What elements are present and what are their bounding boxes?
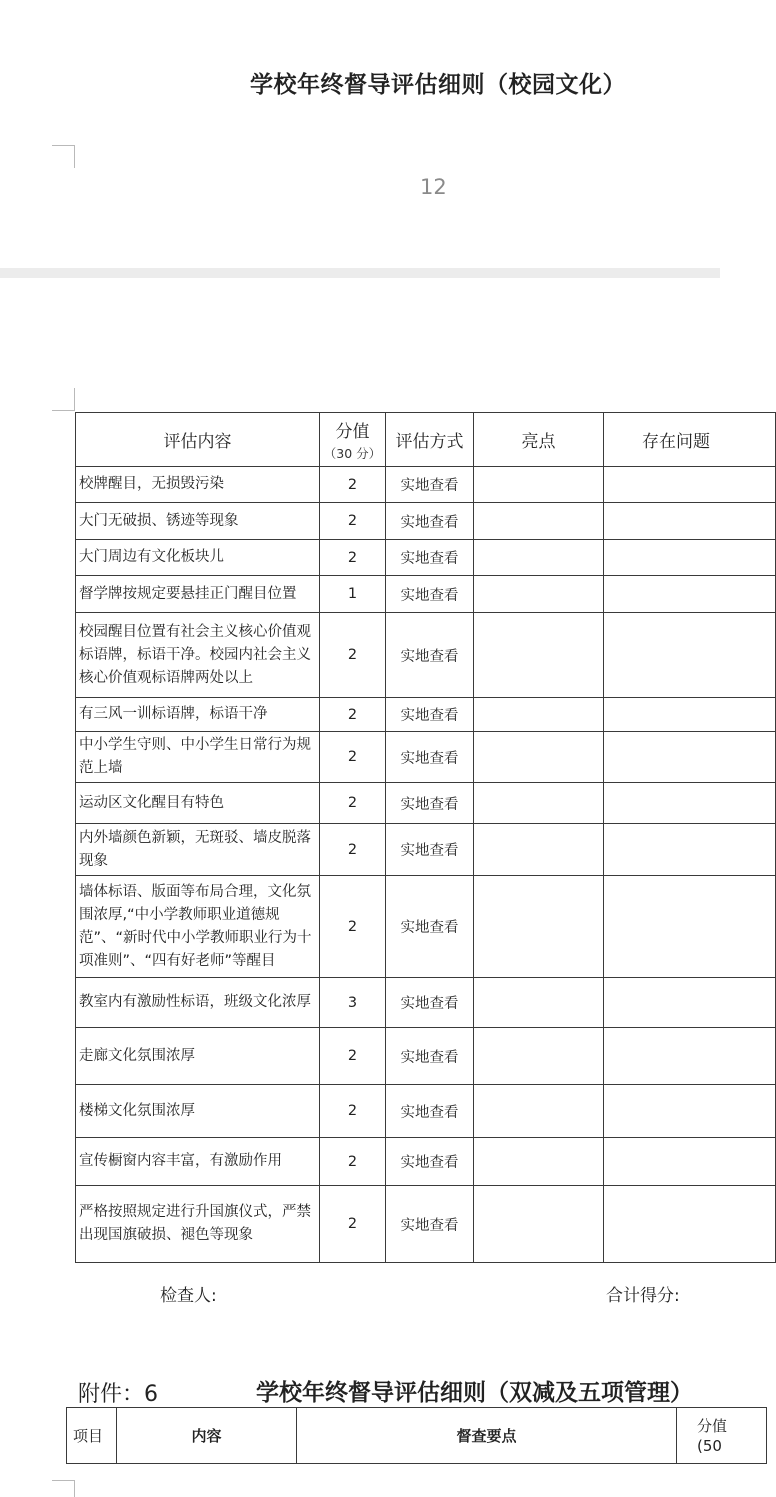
row-content: 走廊文化氛围浓厚 xyxy=(76,1028,320,1085)
row-issues xyxy=(604,732,776,783)
row-score: 2 xyxy=(320,540,386,576)
row-issues xyxy=(604,1186,776,1263)
row-content: 运动区文化醒目有特色 xyxy=(76,783,320,824)
row-highlights xyxy=(474,824,604,876)
row-highlights xyxy=(474,1138,604,1186)
row-score: 2 xyxy=(320,876,386,978)
attachment-header-item: 项目 xyxy=(67,1408,117,1464)
table-row xyxy=(76,824,776,876)
row-score: 2 xyxy=(320,1186,386,1263)
table-row xyxy=(76,576,776,613)
page-number: 12 xyxy=(420,175,447,199)
header-score xyxy=(320,413,386,467)
row-issues xyxy=(604,1028,776,1085)
attachment-score-label: 分值 xyxy=(697,1416,728,1435)
row-content: 有三风一训标语牌，标语干净 xyxy=(76,698,320,732)
row-score: 3 xyxy=(320,978,386,1028)
row-score: 2 xyxy=(320,824,386,876)
row-highlights xyxy=(474,467,604,503)
attachment-label: 附件：6 xyxy=(78,1382,158,1407)
row-content: 楼梯文化氛围浓厚 xyxy=(76,1085,320,1138)
row-highlights xyxy=(474,1028,604,1085)
row-content: 宣传橱窗内容丰富，有激励作用 xyxy=(76,1138,320,1186)
page-gap xyxy=(0,268,720,278)
row-content: 墙体标语、版面等布局合理，文化氛围浓厚,“中小学教师职业道德规范”、“新时代中小学教师职业行为十项准则”、“四有好老师”等醒目 xyxy=(76,876,320,978)
row-content: 督学牌按规定要悬挂正门醒目位置 xyxy=(76,576,320,613)
header-score-label: 分值 xyxy=(335,422,370,442)
row-issues xyxy=(604,503,776,540)
row-highlights xyxy=(474,503,604,540)
attachment-table xyxy=(66,1407,767,1464)
row-issues xyxy=(604,613,776,698)
row-highlights xyxy=(474,540,604,576)
crop-mark-bottom xyxy=(52,1480,75,1497)
row-score: 2 xyxy=(320,1085,386,1138)
evaluation-table xyxy=(75,412,776,1263)
row-content: 内外墙颜色新颖，无斑驳、墙皮脱落现象 xyxy=(76,824,320,876)
row-content: 中小学生守则、中小学生日常行为规范上墙 xyxy=(76,732,320,783)
row-content: 严格按照规定进行升国旗仪式，严禁出现国旗破损、褪色等现象 xyxy=(76,1186,320,1263)
crop-mark-table xyxy=(52,388,75,411)
row-content: 大门周边有文化板块儿 xyxy=(76,540,320,576)
row-score: 1 xyxy=(320,576,386,613)
header-method: 评估方式 xyxy=(386,413,474,467)
row-method: 实地查看 xyxy=(386,732,474,783)
row-content: 校园醒目位置有社会主义核心价值观标语牌，标语干净。校园内社会主义核心价值观标语牌两处以上 xyxy=(76,613,320,698)
row-method: 实地查看 xyxy=(386,467,474,503)
row-method: 实地查看 xyxy=(386,1028,474,1085)
row-highlights xyxy=(474,1085,604,1138)
row-method: 实地查看 xyxy=(386,824,474,876)
table-row xyxy=(76,1186,776,1263)
row-highlights xyxy=(474,876,604,978)
page-title: 学校年终督导评估细则（校园文化） xyxy=(250,72,626,98)
row-content: 大门无破损、锈迹等现象 xyxy=(76,503,320,540)
table-row xyxy=(76,978,776,1028)
header-content: 评估内容 xyxy=(76,413,320,467)
row-method: 实地查看 xyxy=(386,613,474,698)
inspector-label: 检查人: xyxy=(160,1286,217,1306)
row-score: 2 xyxy=(320,732,386,783)
row-content: 教室内有激励性标语，班级文化浓厚 xyxy=(76,978,320,1028)
table-row xyxy=(76,1028,776,1085)
row-score: 2 xyxy=(320,467,386,503)
row-method: 实地查看 xyxy=(386,540,474,576)
row-score: 2 xyxy=(320,613,386,698)
row-method: 实地查看 xyxy=(386,503,474,540)
row-score: 2 xyxy=(320,1028,386,1085)
table-row xyxy=(76,540,776,576)
attachment-header-content: 内容 xyxy=(117,1408,297,1464)
table-row xyxy=(76,1138,776,1186)
table-row xyxy=(76,783,776,824)
row-issues xyxy=(604,978,776,1028)
attachment-score-total: (50 xyxy=(697,1436,722,1455)
row-issues xyxy=(604,783,776,824)
row-highlights xyxy=(474,613,604,698)
header-issues: 存在问题 xyxy=(604,413,776,467)
row-issues xyxy=(604,876,776,978)
row-method: 实地查看 xyxy=(386,783,474,824)
crop-mark-top xyxy=(52,145,75,168)
table-row xyxy=(76,467,776,503)
attachment-title: 学校年终督导评估细则（双减及五项管理） xyxy=(256,1380,693,1406)
row-issues xyxy=(604,824,776,876)
table-row xyxy=(76,876,776,978)
row-issues xyxy=(604,698,776,732)
attachment-header-points: 督查要点 xyxy=(297,1408,677,1464)
header-score-total: （30 分） xyxy=(323,446,382,461)
row-highlights xyxy=(474,783,604,824)
row-issues xyxy=(604,540,776,576)
table-row xyxy=(76,613,776,698)
row-issues xyxy=(604,1138,776,1186)
row-method: 实地查看 xyxy=(386,1186,474,1263)
table-header-row xyxy=(76,413,776,467)
row-method: 实地查看 xyxy=(386,1138,474,1186)
table-row xyxy=(76,1085,776,1138)
row-score: 2 xyxy=(320,698,386,732)
row-score: 2 xyxy=(320,783,386,824)
row-highlights xyxy=(474,576,604,613)
row-highlights xyxy=(474,1186,604,1263)
row-method: 实地查看 xyxy=(386,1085,474,1138)
total-score-label: 合计得分: xyxy=(606,1286,680,1306)
row-method: 实地查看 xyxy=(386,978,474,1028)
table-row xyxy=(76,503,776,540)
row-method: 实地查看 xyxy=(386,576,474,613)
row-issues xyxy=(604,576,776,613)
row-method: 实地查看 xyxy=(386,698,474,732)
row-score: 2 xyxy=(320,1138,386,1186)
page-top xyxy=(0,0,720,268)
row-content: 校牌醒目，无损毁污染 xyxy=(76,467,320,503)
row-issues xyxy=(604,1085,776,1138)
header-highlights: 亮点 xyxy=(474,413,604,467)
attachment-header-row xyxy=(67,1408,767,1464)
row-highlights xyxy=(474,978,604,1028)
row-highlights xyxy=(474,698,604,732)
row-method: 实地查看 xyxy=(386,876,474,978)
attachment-header-score xyxy=(677,1408,767,1464)
table-row xyxy=(76,698,776,732)
row-issues xyxy=(604,467,776,503)
row-score: 2 xyxy=(320,503,386,540)
row-highlights xyxy=(474,732,604,783)
table-row xyxy=(76,732,776,783)
